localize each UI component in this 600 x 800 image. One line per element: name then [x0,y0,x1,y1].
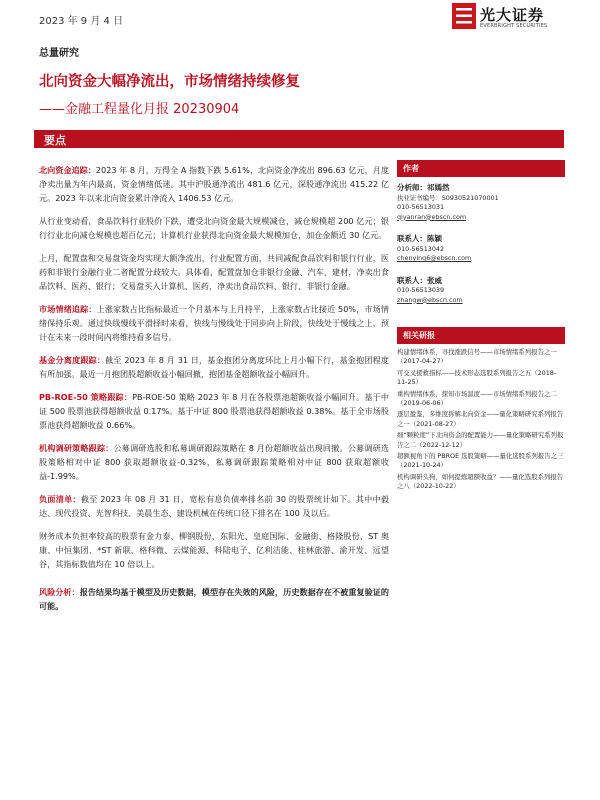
report-title: 北向资金大幅净流出，市场情绪持续修复 [39,74,300,90]
everbright-logo-icon [452,3,476,29]
related-reports-header: 相关研报 [397,327,565,344]
contact-email-link[interactable]: chenying6@ebscn.com [397,254,472,262]
related-report-link[interactable]: 重构情绪体系，探知市场温度——市场情绪系列报告之二（2019-06-06） [397,389,557,408]
related-report-link[interactable]: 逐层盈鉴，多维度拆解北向资金——量化策略研究系列报告之一（2021-08-27） [397,410,564,428]
analyst-role: 分析师： [397,183,427,192]
contact-card [397,276,565,306]
paragraph-key: 负面清单： [39,494,81,504]
risk-text: 报告结果均基于模型及历史数据，模型存在失效的风险，历史数据存在不被重复验证的可能。 [39,587,389,611]
analyst-card [397,183,565,222]
paragraph-key: 市场情绪追踪： [39,304,97,314]
paragraph-text: 从行业变动看，食品饮料行业股价下跌，遭受北向资金最大规模减仓，减仓规模超 200 亿元；银行行业北向减仓规模也超百亿元；计算机行业获得北向资金最大规模加仓，加仓金额近 30 亿元。 [39,216,389,240]
paragraph [39,529,389,571]
contact-phone: 010-56513039 [397,286,445,294]
paragraph-text: 公募调研选股和私募调研跟踪策略在 8 月份超额收益出现回撤。公募调研选股策略相对中证 800 获取超额收益-0.32%，私募调研跟踪策略相对中证 800 获取超额收益-1.99%。 [39,443,389,481]
report-date: 2023 年 9 月 4 日 [39,16,124,27]
analyst-cert: 执业证书编号：S0930521070001 [397,193,499,202]
paragraph-key: 北向资金追踪： [39,165,96,175]
paragraph-key: PB-ROE-50 策略跟踪： [39,392,133,402]
contact-phone: 010-56513042 [397,244,445,253]
report-subtitle: ——金融工程量化月报 20230904 [39,102,240,117]
contact-email-link[interactable]: zhangw@ebscn.com [397,295,463,304]
paragraph-key: 机构调研策略跟踪： [39,443,114,453]
analyst-email-link[interactable]: qiyanran@ebscn.com [397,212,467,221]
paragraph [39,492,389,520]
paragraph-text: 财务成本负担率较高的股票有金力泰、柳钢股份、东阳光、皇庭国际、金融街、格隆股份、ST 奥康、中恒集团、*ST 新联、格科微、云煤能源、科陆电子、亿利洁能、桂林旅游、渝开发、远望谷，其指标数值均在 10 倍以上。 [39,531,389,569]
paragraph [39,353,389,381]
risk-paragraph [39,585,389,613]
analyst-phone: 010-56513031 [397,203,445,211]
related-report-link[interactable]: 可交叉援救指标——技术形态选股系列报告之五（2018-11-25） [397,368,557,387]
summary-label: 要点 [44,134,66,147]
logo-english: EVERBRIGHT SECURITIES [480,23,548,29]
paragraph-text: PB-ROE-50 策略 2023 年 8 月在各股票池超额收益小幅回升。基于中证 500 股票池获得超额收益 0.17%。基于中证 800 股票池获得超额收益 0.38%。基于全市场股票池获得超额收益 0.66%。 [39,392,390,430]
paragraph-text: 上涨家数占比指标最近一个月基本与上月持平，上涨家数占比接近 50%，市场情绪保持乐观。通过快线慢线平滑择时来看，快线与慢线处于同步向上阶段，快线处于慢线之上，预计在未来一段时间内将维持看多信号。 [39,304,389,342]
report-category: 总量研究 [39,48,79,59]
related-report-link[interactable]: 机构调研头狗，如何提炼超额收益？——量化选股系列报告之八（2022-10-22） [397,472,564,491]
analyst-name: 祁嫣然 [427,183,450,192]
paragraph-text: 2023 年 8 月，万得全 A 指数下跌 5.61%，北向资金净流出 896.63 亿元，月度净卖出量为年内最高，资金情绪低迷。其中沪股通净流出 481.6 亿元，深股通净流出 415.22 亿元。2023 年以来北向资金累计净流入 1406.53 亿元。 [39,165,389,203]
paragraph [39,214,389,242]
summary-body [39,163,389,622]
related-report-link[interactable]: 超额视角下的 PBROE 选股策略——量化选股系列报告之三（2021-10-24） [397,452,564,470]
paragraph [39,390,389,432]
authors-header: 作者 [397,160,565,177]
contact-role: 联系人： [397,275,427,285]
paragraph [39,251,389,293]
summary-bar [34,130,564,148]
paragraph-text: 截至 2023 年 08 月 31 日，宽松有息负债率排名前 30 的股票统计如下。其中中毅达、现代投资、光智科技、美晨生态、建设机械在传统口径下排名在 100 及以后。 [39,494,389,518]
paragraph-text: 上月，配置盘和交易盘资金均实现大额净流出，行业配置方面，共同减配食品饮料和银行行业，医药和非银行金融行业二者配置分歧较大。具体看，配置盘加仓非银行金融、汽车、建材，净卖出食品饮料、医药、银行；交易盘买入计算机、医药，净卖出食品饮料、银行、非银行金融。 [39,253,389,291]
risk-key: 风险分析： [39,587,80,597]
paragraph-text: 截至 2023 年 8 月 31 日，基金抱团分离度环比上月小幅下行，基金抱团程度有所加强。最近一月抱团股超额收益小幅回撤，抱团基金超额收益小幅回升。 [39,355,389,379]
everbright-logo [452,3,572,33]
contact-role: 联系人： [397,234,427,243]
paragraph [39,441,389,483]
related-report-link[interactable]: 细“颗粒度”下北向资金的配置能力——量化策略研究系列报告之二（2022-12-12） [397,431,564,449]
paragraph-key: 基金分离度跟踪： [39,355,106,365]
contact-name: 张威 [427,275,442,285]
sidebar [397,160,565,494]
related-report-link[interactable]: 构建情绪体系，寻找涨跌信号——市场情绪系列报告之一（2017-04-27） [397,348,557,366]
contact-name: 陈颖 [427,234,442,243]
contact-card [397,234,565,264]
related-reports-list [397,348,565,492]
paragraph [39,163,389,205]
logo-text: 光大证券 [480,6,545,24]
paragraph [39,302,389,344]
